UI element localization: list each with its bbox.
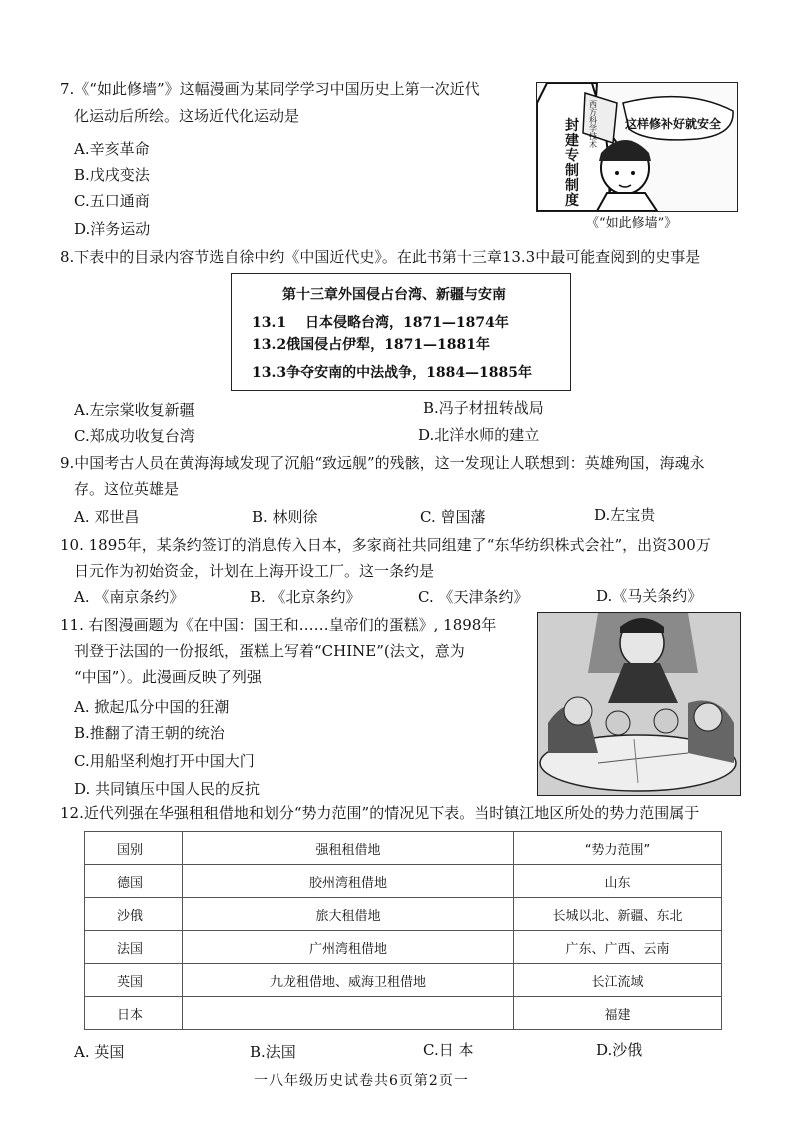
table-cell-country: 英国 xyxy=(85,964,183,997)
table-row xyxy=(85,997,722,1030)
comic-speech-bubble: 这样修补好就安全 xyxy=(625,117,722,131)
table-cell-country: 沙俄 xyxy=(85,898,183,931)
q11-option-d[interactable]: D. 共同镇压中国人民的反抗 xyxy=(74,780,261,798)
q12-option-a[interactable]: A. 英国 xyxy=(74,1043,125,1061)
q9-option-a[interactable]: A. 邓世昌 xyxy=(74,508,140,526)
q9-stem-line1: 9.中国考古人员在黄海海域发现了沉船“致远舰”的残骸，这一发现让人联想到：英雄殉国，海魂永 xyxy=(60,454,705,472)
table-cell-leased: 广州湾租借地 xyxy=(183,931,514,964)
table-cell-sphere: 广东、广西、云南 xyxy=(514,931,722,964)
q11-option-b[interactable]: B.推翻了清王朝的统治 xyxy=(74,724,225,742)
q10-option-a[interactable]: A. 《南京条约》 xyxy=(74,588,185,606)
table-cell-leased: 九龙租借地、威海卫租借地 xyxy=(183,964,514,997)
table-row xyxy=(85,832,722,865)
comic-wall-label: 封建专制制度 xyxy=(565,118,579,209)
q8-stem: 8.下表中的目录内容节选自徐中约《中国近代史》。在此书第十三章13.3中最可能查阅到的史事是 xyxy=(60,248,701,266)
comic-emperors-cake xyxy=(537,612,741,796)
table-row xyxy=(85,964,722,997)
q10-stem-line1: 10. 1895年，某条约签订的消息传入日本，多家商社共同组建了“东华纺织株式会社”，出资300万 xyxy=(60,536,711,554)
q7-option-c[interactable]: C.五口通商 xyxy=(74,192,150,210)
q8-option-c[interactable]: C.郑成功收复台湾 xyxy=(74,427,195,445)
q8-option-d[interactable]: D.北洋水师的建立 xyxy=(418,426,540,444)
q12-option-c[interactable]: C.日 本 xyxy=(423,1041,474,1059)
table-cell-sphere: “势力范围” xyxy=(514,832,722,865)
table-cell-sphere: 山东 xyxy=(514,865,722,898)
q9-option-c[interactable]: C. 曾国藩 xyxy=(420,508,486,526)
q10-option-b[interactable]: B. 《北京条约》 xyxy=(250,588,361,606)
comic-ruxi-xiuqiang xyxy=(536,82,738,212)
q11-stem-line2: 刊登于法国的一份报纸，蛋糕上写着“CHINE”(法文，意为 xyxy=(74,642,465,660)
table-row xyxy=(85,931,722,964)
cake-comic-drawing xyxy=(538,613,740,795)
q12-option-b[interactable]: B.法国 xyxy=(250,1043,296,1061)
table-cell-leased xyxy=(183,997,514,1030)
comic-patch-label: 西方科学技术 xyxy=(589,100,597,149)
q12-option-d[interactable]: D.沙俄 xyxy=(596,1041,643,1059)
q7-stem-line2: 化运动后所绘。这场近代化运动是 xyxy=(74,107,300,125)
toc-row-13-3: 13.3争夺安南的中法战争，1884—1885年 xyxy=(252,365,533,381)
table-cell-sphere: 长城以北、新疆、东北 xyxy=(514,898,722,931)
toc-row-13-1: 13.1 日本侵略台湾，1871—1874年 xyxy=(252,315,509,331)
q8-option-b[interactable]: B.冯子材扭转战局 xyxy=(423,399,544,417)
table-cell-leased: 强租租借地 xyxy=(183,832,514,865)
leased-territory-table xyxy=(84,831,722,1030)
table-cell-sphere: 福建 xyxy=(514,997,722,1030)
q11-option-a[interactable]: A. 掀起瓜分中国的狂潮 xyxy=(74,698,230,716)
q11-stem-line3: “中国”）。此漫画反映了列强 xyxy=(74,668,262,686)
q10-option-d[interactable]: D.《马关条约》 xyxy=(596,587,703,605)
q9-option-b[interactable]: B. 林则徐 xyxy=(252,508,318,526)
q7-option-a[interactable]: A.辛亥革命 xyxy=(74,140,150,158)
toc-excerpt-box xyxy=(231,273,571,391)
q9-option-d[interactable]: D.左宝贵 xyxy=(594,506,656,524)
table-row xyxy=(85,865,722,898)
table-cell-country: 国别 xyxy=(85,832,183,865)
toc-row-13-2: 13.2俄国侵占伊犁，1871—1881年 xyxy=(252,337,491,353)
q8-option-a[interactable]: A.左宗棠收复新疆 xyxy=(74,401,195,419)
table-cell-leased: 旅大租借地 xyxy=(183,898,514,931)
q11-stem-line1: 11. 右图漫画题为《在中国：国王和……皇帝们的蛋糕》, 1898年 xyxy=(60,616,497,634)
comic-caption: 《“如此修墙”》 xyxy=(586,216,678,231)
q10-stem-line2: 日元作为初始资金，计划在上海开设工厂。这一条约是 xyxy=(74,562,435,580)
table-cell-sphere: 长江流域 xyxy=(514,964,722,997)
q7-option-b[interactable]: B.戊戌变法 xyxy=(74,166,150,184)
q11-option-c[interactable]: C.用船坚利炮打开中国大门 xyxy=(74,752,255,770)
q7-option-d[interactable]: D.洋务运动 xyxy=(74,220,151,238)
table-cell-country: 德国 xyxy=(85,865,183,898)
table-row xyxy=(85,898,722,931)
q7-stem-line1: 7.《“如此修墙”》这幅漫画为某同学学习中国历史上第一次近代 xyxy=(60,80,480,98)
toc-title: 第十三章外国侵占台湾、新疆与安南 xyxy=(282,287,506,303)
table-cell-country: 日本 xyxy=(85,997,183,1030)
q10-option-c[interactable]: C. 《天津条约》 xyxy=(418,588,529,606)
table-cell-leased: 胶州湾租借地 xyxy=(183,865,514,898)
q9-stem-line2: 存。这位英雄是 xyxy=(74,480,180,498)
page-footer: 一八年级历史试卷共6页第2页一 xyxy=(254,1073,469,1089)
table-cell-country: 法国 xyxy=(85,931,183,964)
q12-stem: 12.近代列强在华强租租借地和划分“势力范围”的情况见下表。当时镇江地区所处的势力范围属于 xyxy=(60,804,700,822)
